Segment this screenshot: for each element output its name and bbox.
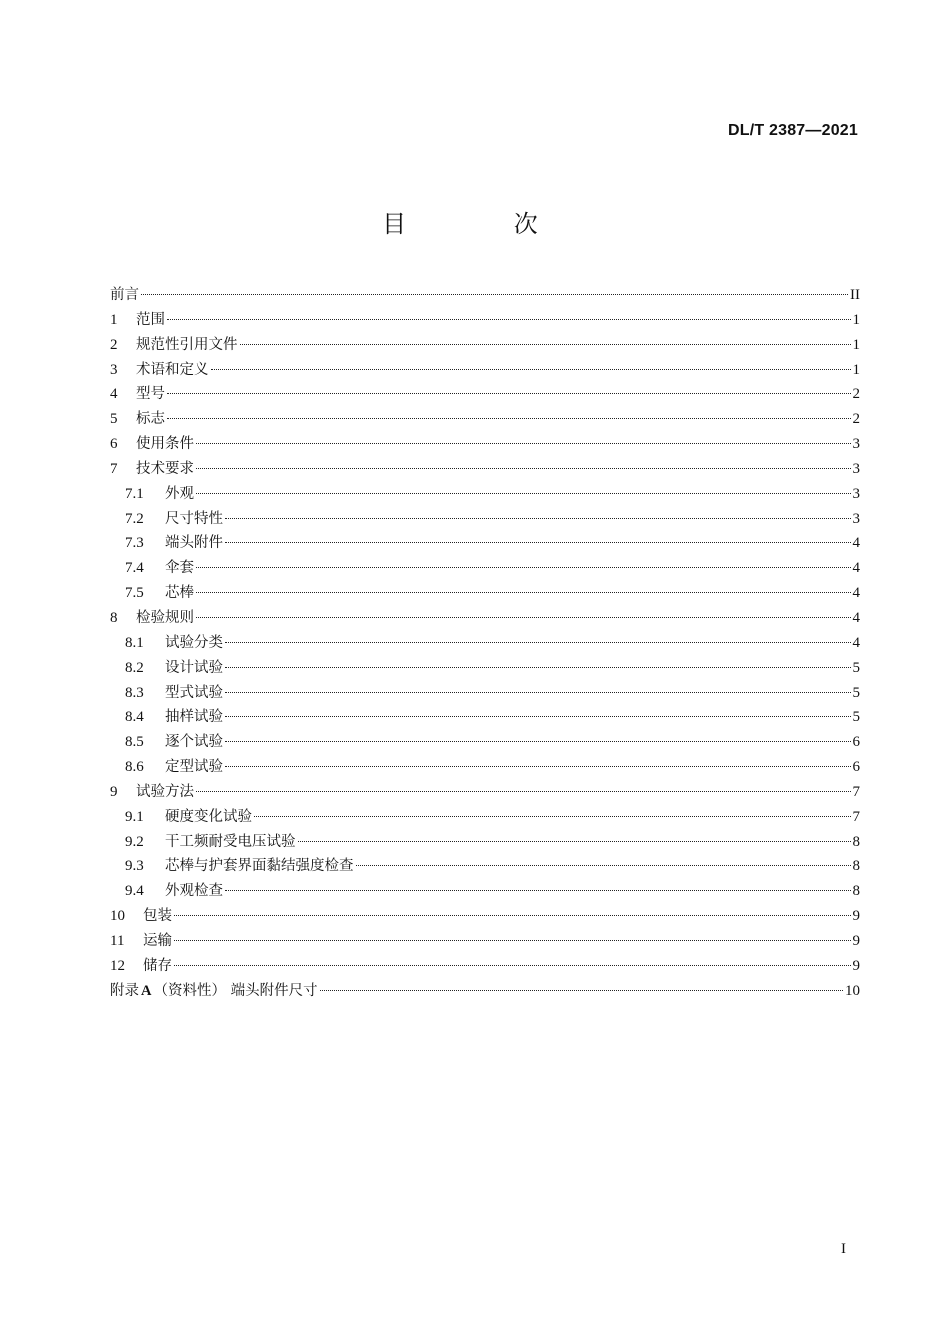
toc-entry-page: 7	[852, 808, 860, 825]
toc-entry[interactable]	[110, 382, 860, 407]
dot-leader	[225, 766, 851, 767]
toc-entry-page: 6	[852, 734, 860, 751]
toc-entry[interactable]	[110, 283, 860, 308]
toc-entry-title: 尺寸特性	[165, 510, 223, 527]
appendix-letter: A	[141, 982, 152, 999]
toc-entry-number: 9	[110, 783, 118, 800]
dot-leader	[196, 443, 851, 444]
toc-entry-page: 4	[852, 535, 860, 552]
dot-leader	[225, 716, 851, 717]
toc-entry-title: 硬度变化试验	[165, 808, 252, 825]
toc-entry-title: 芯棒	[165, 585, 194, 602]
toc-entry-title: 前言	[110, 287, 139, 303]
toc-entry[interactable]	[110, 780, 860, 805]
toc-entry-page: 9	[852, 957, 860, 974]
toc-entry-number: 9.1	[125, 808, 144, 825]
dot-leader	[225, 642, 851, 643]
toc-entry-appendix[interactable]	[110, 979, 860, 1004]
toc-entry-title: 使用条件	[136, 436, 194, 453]
dot-leader	[196, 567, 851, 568]
toc-entry-page: 3	[852, 436, 860, 453]
toc-entry-page: 3	[852, 460, 860, 477]
toc-entry-title: 设计试验	[165, 659, 223, 676]
toc-entry-page: 8	[852, 858, 860, 875]
toc-entry-title: 干工频耐受电压试验	[165, 833, 296, 850]
toc-entry-number: 11	[110, 932, 125, 949]
toc-entry[interactable]	[110, 879, 860, 904]
toc-entry-page: 1	[852, 336, 860, 353]
toc-entry-number: 8.3	[125, 684, 144, 701]
dot-leader	[254, 816, 851, 817]
toc-entry-page: 1	[852, 361, 860, 378]
toc-entry[interactable]	[110, 407, 860, 432]
toc-entry[interactable]	[110, 904, 860, 929]
toc-entry-number: 7	[110, 460, 118, 477]
toc-entry-title: 抽样试验	[165, 709, 223, 726]
toc-entry-title: 检验规则	[136, 609, 194, 626]
toc-entry-number: 9.2	[125, 833, 144, 850]
toc-entry-title: 型式试验	[165, 684, 223, 701]
dot-leader	[225, 542, 851, 543]
toc-entry-title: 型号	[136, 386, 165, 403]
dot-leader	[174, 965, 851, 966]
toc-entry[interactable]	[110, 581, 860, 606]
toc-entry[interactable]	[110, 507, 860, 532]
toc-entry-page: 4	[852, 585, 860, 602]
toc-entry[interactable]	[110, 333, 860, 358]
toc-entry-number: 8.1	[125, 634, 144, 651]
dot-leader	[167, 418, 851, 419]
toc-entry-page: 4	[852, 634, 860, 651]
toc-entry-title: 试验分类	[165, 634, 223, 651]
appendix-page: 10	[845, 982, 860, 999]
toc-entry[interactable]	[110, 631, 860, 656]
appendix-label: （资料性） 端头附件尺寸	[153, 982, 318, 999]
toc-entry-number: 2	[110, 336, 118, 353]
toc-entry[interactable]	[110, 482, 860, 507]
page-title: 目 次	[382, 210, 588, 238]
toc-entry-page: 5	[852, 684, 860, 701]
dot-leader	[196, 791, 851, 792]
toc-entry-number: 7.3	[125, 535, 144, 552]
toc-entry-number: 8.5	[125, 734, 144, 751]
toc-entry-title: 芯棒与护套界面黏结强度检查	[165, 858, 354, 875]
toc-entry-page: 1	[852, 311, 860, 328]
toc-entry[interactable]	[110, 954, 860, 979]
dot-leader	[174, 940, 851, 941]
toc-entry-page: 8	[852, 883, 860, 900]
toc-entry-title: 范围	[136, 311, 165, 328]
dot-leader	[141, 294, 848, 295]
toc-entry-number: 8.2	[125, 659, 144, 676]
toc-entry-title: 逐个试验	[165, 734, 223, 751]
toc-entry-number: 8.4	[125, 709, 144, 726]
toc-entry[interactable]	[110, 432, 860, 457]
toc-entry[interactable]	[110, 854, 860, 879]
standard-number: DL/T 2387—2021	[728, 122, 858, 139]
toc-entry-title: 试验方法	[136, 783, 194, 800]
toc-entry[interactable]	[110, 556, 860, 581]
toc-entry[interactable]	[110, 755, 860, 780]
toc-entry-title: 伞套	[165, 560, 194, 577]
toc-entry[interactable]	[110, 457, 860, 482]
toc-entry[interactable]	[110, 681, 860, 706]
toc-entry[interactable]	[110, 830, 860, 855]
dot-leader	[225, 518, 851, 519]
toc-entry-title: 储存	[143, 957, 172, 974]
dot-leader	[167, 319, 851, 320]
toc-entry-number: 1	[110, 311, 118, 328]
toc-entry-page: 7	[852, 783, 860, 800]
toc-entry-number: 10	[110, 908, 125, 925]
toc-entry-title: 包装	[143, 908, 172, 925]
toc-entry-title: 外观检查	[165, 883, 223, 900]
toc-entry-page: 9	[852, 932, 860, 949]
toc-entry-page: 2	[852, 386, 860, 403]
toc-entry-page: 9	[852, 908, 860, 925]
page-number: I	[841, 1241, 846, 1257]
dot-leader	[225, 741, 851, 742]
dot-leader	[196, 468, 851, 469]
toc-entry-number: 7.5	[125, 585, 144, 602]
dot-leader	[356, 865, 851, 866]
toc-entry-number: 8	[110, 609, 118, 626]
toc-entry-number: 7.1	[125, 485, 144, 502]
toc-entry-page: 2	[852, 411, 860, 428]
toc-entry-page: 4	[852, 609, 860, 626]
toc-entry-title: 术语和定义	[136, 361, 209, 378]
toc-entry-number: 5	[110, 411, 118, 428]
dot-leader	[225, 667, 851, 668]
toc-entry-page: 8	[852, 833, 860, 850]
toc-entry[interactable]	[110, 730, 860, 755]
toc-entry-page: 3	[852, 485, 860, 502]
toc-entry-number: 4	[110, 386, 118, 403]
toc-entry-title: 外观	[165, 485, 194, 502]
toc-entry-number: 8.6	[125, 759, 144, 776]
toc-entry[interactable]	[110, 531, 860, 556]
toc-entry-title: 运输	[143, 932, 172, 949]
dot-leader	[167, 393, 851, 394]
toc-entry-number: 7.2	[125, 510, 144, 527]
toc-entry[interactable]	[110, 308, 860, 333]
toc-entry-page: 4	[852, 560, 860, 577]
toc-entry-title: 技术要求	[136, 460, 194, 477]
toc-entry-title: 定型试验	[165, 759, 223, 776]
dot-leader	[225, 890, 851, 891]
toc-entry-number: 9.3	[125, 858, 144, 875]
toc-entry-page: 6	[852, 759, 860, 776]
dot-leader	[196, 493, 851, 494]
toc-entry-page: 5	[852, 659, 860, 676]
toc-entry-number: 6	[110, 436, 118, 453]
toc-entry[interactable]	[110, 705, 860, 730]
dot-leader	[298, 841, 851, 842]
toc-entry-page: 5	[852, 709, 860, 726]
toc-entry-title: 标志	[136, 411, 165, 428]
toc-entry[interactable]	[110, 929, 860, 954]
toc-entry-title: 规范性引用文件	[136, 336, 238, 353]
toc-entry[interactable]	[110, 805, 860, 830]
dot-leader	[196, 592, 851, 593]
appendix-title	[110, 979, 318, 1004]
appendix-prefix: 附录	[110, 982, 139, 999]
dot-leader	[240, 344, 851, 345]
toc-entry-page: II	[850, 287, 860, 303]
toc-entry[interactable]	[110, 358, 860, 383]
dot-leader	[174, 915, 851, 916]
toc-entry-number: 12	[110, 957, 125, 974]
dot-leader	[320, 990, 843, 991]
dot-leader	[211, 369, 851, 370]
dot-leader	[225, 692, 851, 693]
dot-leader	[196, 617, 851, 618]
toc-entry-number: 9.4	[125, 883, 144, 900]
table-of-contents	[110, 283, 860, 1003]
toc-entry-number: 3	[110, 361, 118, 378]
toc-entry[interactable]	[110, 606, 860, 631]
toc-entry[interactable]	[110, 656, 860, 681]
toc-entry-number: 7.4	[125, 560, 144, 577]
toc-entry-page: 3	[852, 510, 860, 527]
toc-entry-title: 端头附件	[165, 535, 223, 552]
